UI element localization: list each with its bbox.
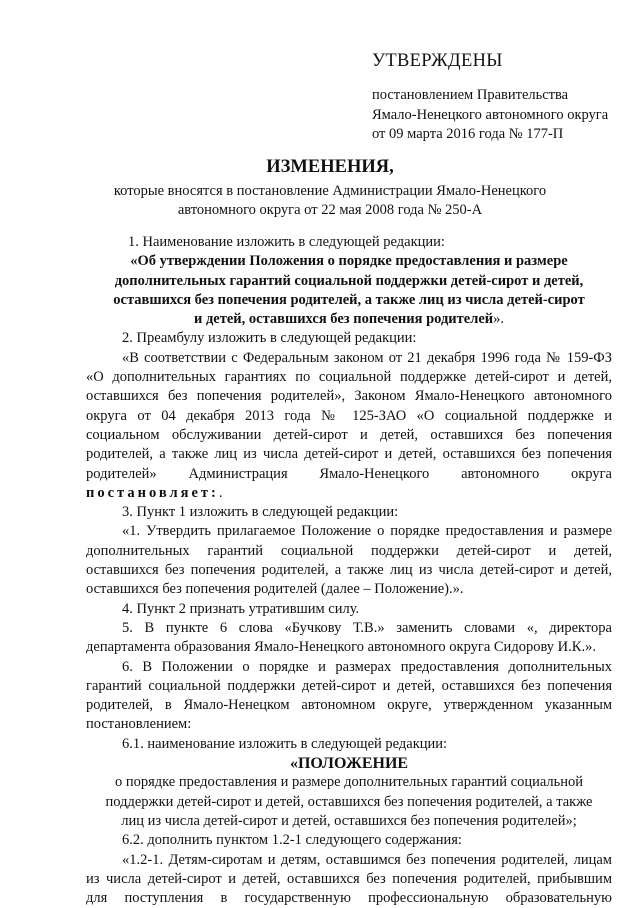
item-6-1-line: лиц из числа детей-сирот и детей, оставшихся без попечения родителей»;: [121, 812, 577, 829]
item-2-end: .: [218, 484, 223, 501]
item-2-spaced-line: [86, 484, 612, 503]
item-5-line: департамента образования Ямало-Ненецкого автономного округа Сидорову И.К.».: [86, 639, 596, 656]
item-1-end: ».: [493, 311, 505, 328]
document-body: [86, 233, 612, 908]
item-3-line: оставшихся без попечения родителей (далее – Положение).».: [86, 581, 464, 598]
item-1-bold-line: дополнительных гарантий социальной поддержки детей-сирот и детей,: [114, 272, 584, 289]
item-6-line: родителей, в Ямало-Ненецком автономном округе, утвержденном указанным: [86, 697, 612, 714]
item-3: 3. Пункт 1 изложить в следующей редакции:: [122, 504, 399, 521]
item-6-line: гарантий социальной поддержки детей-сирот и детей, оставшихся без попечения: [86, 677, 612, 694]
item-6-2-line: из числа детей-сирот и детей, оставшихся без попечения родителей, прибывшим: [86, 870, 612, 887]
item-6-2-line: «1.2-1. Детям-сиротам и детям, оставшимся без попечения родителей, лицам: [122, 851, 612, 868]
item-3-line: «1. Утвердить прилагаемое Положение о порядке предоставления и размере: [122, 523, 612, 540]
item-2-line: «В соответствии с Федеральным законом от 21 декабря 1996 года № 159-ФЗ: [122, 349, 612, 366]
item-5-line: 5. В пункте 6 слова «Бучкову Т.В.» заменить словами «, директора: [122, 619, 612, 636]
title-main: ИЗМЕНЕНИЯ,: [266, 157, 394, 177]
regulation-heading: «ПОЛОЖЕНИЕ: [289, 755, 409, 773]
item-2-line: социальном обслуживании детей-сирот и детей, оставшихся без попечения: [86, 426, 612, 443]
item-1-bold-last-line: [86, 310, 612, 329]
title-sub-line: автономного округа от 22 мая 2008 года № 250-А: [177, 202, 483, 218]
item-3-line: дополнительных гарантий социальной поддержки детей-сирот и детей,: [86, 542, 612, 559]
item-2-line: родителей» Администрация Ямало-Ненецкого автономного округа: [86, 465, 612, 482]
item-1: 1. Наименование изложить в следующей редакции:: [128, 234, 445, 250]
document-title: [60, 156, 600, 220]
item-2-line: родителей, а также лиц из числа детей-сирот и детей, оставшихся без попечения: [86, 446, 612, 463]
item-2: 2. Преамбулу изложить в следующей редакции:: [122, 330, 417, 347]
approved-line: постановлением Правительства: [372, 87, 569, 103]
item-6-1-line: о порядке предоставления и размере дополнительных гарантий социальной: [114, 774, 584, 791]
item-3-line: оставшихся без попечения родителей, а также лиц из числа детей-сирот и детей,: [86, 562, 612, 579]
item-6-2: 6.2. дополнить пунктом 1.2-1 следующего содержания:: [122, 832, 462, 849]
item-2-line: округа от 04 декабря 2013 года № 125-ЗАО «О социальной поддержке и: [86, 407, 612, 424]
approved-line: от 09 марта 2016 года № 177-П: [372, 126, 564, 142]
approval-stamp: [372, 50, 632, 145]
item-4: 4. Пункт 2 признать утратившим силу.: [122, 600, 360, 617]
item-1-bold-line: оставшихся без попечения родителей, а также лиц из числа детей-сирот: [113, 291, 585, 308]
item-6-line: 6. В Положении о порядке и размерах предоставления дополнительных: [122, 658, 612, 675]
item-2-line: оставшихся без попечения родителей», Законом Ямало-Ненецкого автономного: [86, 388, 612, 405]
item-6-1-line: поддержки детей-сирот и детей, оставшихся без попечения родителей, а также: [105, 793, 593, 810]
item-6-line: постановлением:: [86, 716, 192, 733]
item-2-line: «О дополнительных гарантиях по социальной поддержке детей-сирот и детей,: [86, 369, 612, 386]
item-1-bold-last: и детей, оставшихся без попечения родителей: [193, 311, 494, 328]
approved-line: Ямало-Ненецкого автономного округа: [372, 106, 609, 123]
approved-heading: УТВЕРЖДЕНЫ: [372, 51, 503, 71]
item-2-spaced: постановляет:: [86, 484, 219, 501]
item-6-1: 6.1. наименование изложить в следующей редакции:: [122, 735, 448, 752]
title-sub-line: которые вносятся в постановление Администрации Ямало-Ненецкого: [113, 183, 547, 199]
item-1-bold-line: «Об утверждении Положения о порядке предоставления и размере: [130, 253, 568, 270]
item-6-2-line: для поступления в государственную профессиональную образовательную: [86, 890, 612, 907]
